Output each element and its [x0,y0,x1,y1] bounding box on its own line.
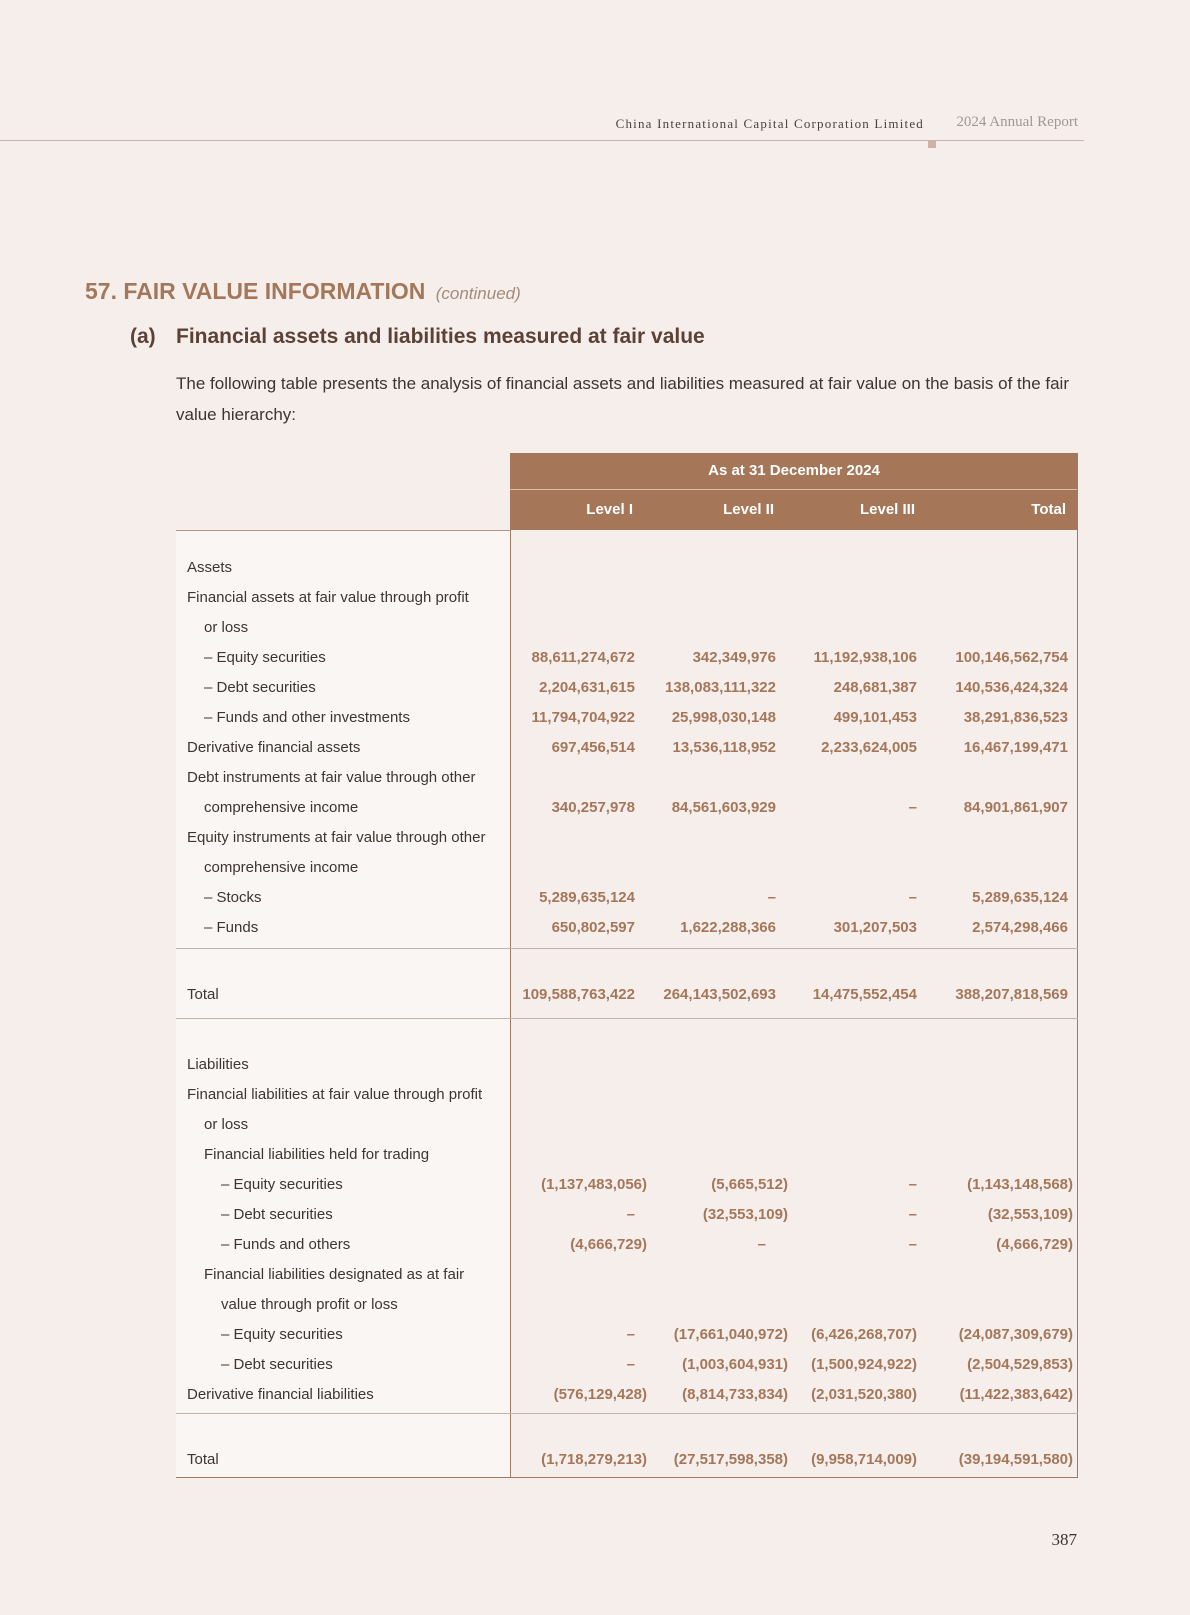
cell-level-2: 264,143,502,693 [663,986,776,1003]
row-label: Total [187,1451,219,1468]
intro-paragraph: The following table presents the analysis of financial assets and liabilities measured at fair value on the basis of the fair value hierarchy: [176,374,1069,424]
table-row [176,673,1078,703]
row-label: Derivative financial liabilities [187,1386,374,1403]
column-header-level-1: Level I [586,501,633,518]
cell-level-3: 499,101,453 [833,709,917,726]
cell-level-2: 1,622,288,366 [680,919,776,936]
cell-level-1: – [626,1326,635,1343]
table-row [176,1380,1078,1410]
row-label: – Funds and other investments [204,709,410,726]
row-label: Financial assets at fair value through profit [187,589,469,606]
cell-level-3: (2,031,520,380) [811,1386,917,1403]
cell-level-3: 11,192,938,106 [813,649,917,666]
table-row [176,1170,1078,1200]
cell-level-2: (5,665,512) [711,1176,788,1193]
cell-level-3: 301,207,503 [833,919,917,936]
row-label: Total [187,986,219,1003]
row-label: comprehensive income [204,799,359,816]
cell-level-1: (1,137,483,056) [541,1176,647,1193]
header-marker [928,140,936,148]
cell-total: 38,291,836,523 [963,709,1068,726]
table-row [176,853,1078,883]
row-label: – Equity securities [204,649,326,666]
row-label: – Funds and others [221,1236,351,1253]
table-row [176,1110,1078,1140]
header-rule [0,140,1084,141]
cell-level-1: (4,666,729) [570,1236,647,1253]
table-row [176,1230,1078,1260]
continued-label: (continued) [435,284,521,303]
cell-level-3: – [908,889,917,906]
table-row [176,643,1078,673]
cell-total: (4,666,729) [996,1236,1073,1253]
row-label: – Debt securities [221,1206,333,1223]
row-label: value through profit or loss [221,1296,398,1313]
row-label: Assets [187,559,233,576]
table-row [176,583,1078,613]
cell-level-1: – [626,1356,635,1373]
table-row [176,1350,1078,1380]
table-rule [176,1413,1078,1414]
row-label: – Stocks [204,889,262,906]
cell-level-2: 13,536,118,952 [672,739,776,756]
cell-total: 140,536,424,324 [955,679,1068,696]
table-row [176,733,1078,763]
row-label: or loss [204,619,249,636]
row-label: Liabilities [187,1056,249,1073]
period-header: As at 31 December 2024 [708,462,880,479]
table-row [176,793,1078,823]
cell-level-3: (6,426,268,707) [811,1326,917,1343]
section-title-text: 57. FAIR VALUE INFORMATION [85,278,426,304]
table-row [176,913,1078,943]
cell-level-2: – [767,889,776,906]
cell-level-2: 25,998,030,148 [671,709,776,726]
cell-level-3: – [908,799,917,816]
cell-level-1: 11,794,704,922 [531,709,635,726]
row-label: – Funds [204,919,259,936]
cell-level-3: (1,500,924,922) [811,1356,917,1373]
cell-level-3: 14,475,552,454 [812,986,917,1003]
cell-total: 5,289,635,124 [972,889,1068,906]
cell-total: (2,504,529,853) [967,1356,1073,1373]
table-row [176,703,1078,733]
table-row [176,823,1078,853]
subsection-title [130,325,705,349]
cell-level-1: – [626,1206,635,1223]
table-row [176,1140,1078,1170]
cell-level-1: 650,802,597 [551,919,635,936]
cell-level-3: 248,681,387 [833,679,917,696]
table-row [176,883,1078,913]
running-header [0,112,1084,142]
cell-level-2: 138,083,111,322 [665,679,776,696]
cell-level-1: 697,456,514 [551,739,635,756]
cell-level-2: (8,814,733,834) [682,1386,788,1403]
row-label: Financial liabilities held for trading [204,1146,430,1163]
cell-level-1: 340,257,978 [551,799,635,816]
table-row [176,613,1078,643]
cell-level-3: – [908,1206,917,1223]
cell-level-2: (1,003,604,931) [682,1356,788,1373]
table-row [176,1320,1078,1350]
row-label: – Debt securities [204,679,316,696]
table-row [176,980,1078,1010]
table-row [176,1080,1078,1110]
cell-level-2: – [757,1236,766,1253]
subsection-title-text: Financial assets and liabilities measured at fair value [176,325,705,348]
company-name: China International Capital Corporation Limited [615,116,924,131]
cell-level-1: 109,588,763,422 [522,986,635,1003]
row-label: Debt instruments at fair value through other [187,769,476,786]
cell-level-3: – [908,1176,917,1193]
row-label: or loss [204,1116,249,1133]
table-rule [176,1018,1078,1019]
row-label: comprehensive income [204,859,359,876]
cell-level-1: (1,718,279,213) [541,1451,647,1468]
table-rule [176,1477,1078,1478]
cell-level-2: (32,553,109) [702,1206,788,1223]
header-bottom-rule [176,530,510,531]
row-label: Equity instruments at fair value through other [187,829,486,846]
subsection-number: (a) [130,325,156,348]
cell-level-1: (576,129,428) [553,1386,647,1403]
table-row [176,763,1078,793]
cell-level-2: (17,661,040,972) [673,1326,788,1343]
cell-total: (39,194,591,580) [958,1451,1073,1468]
cell-level-2: 84,561,603,929 [671,799,776,816]
cell-level-1: 2,204,631,615 [539,679,635,696]
cell-level-1: 5,289,635,124 [539,889,635,906]
cell-total: (11,422,383,642) [959,1386,1073,1403]
table-header [510,453,1078,530]
table-row [176,1200,1078,1230]
cell-total: (24,087,309,679) [958,1326,1073,1343]
cell-total: (32,553,109) [987,1206,1073,1223]
column-header-level-3: Level III [859,501,915,518]
cell-level-3: (9,958,714,009) [811,1451,917,1468]
table-rule [176,948,1078,949]
cell-total: (1,143,148,568) [967,1176,1073,1193]
table-row [176,1445,1078,1475]
row-label: – Debt securities [221,1356,333,1373]
row-label: Financial liabilities at fair value through profit [187,1086,483,1103]
cell-total: 2,574,298,466 [972,919,1068,936]
row-label: Financial liabilities designated as at fair [204,1266,465,1283]
column-header-total: Total [1031,501,1066,518]
table-row [176,1260,1078,1290]
cell-total: 16,467,199,471 [963,739,1068,756]
row-label: Derivative financial assets [187,739,361,756]
cell-level-3: 2,233,624,005 [821,739,917,756]
cell-total: 84,901,861,907 [963,799,1068,816]
cell-total: 388,207,818,569 [955,986,1068,1003]
report-title: 2024 Annual Report [956,114,1078,130]
cell-total: 100,146,562,754 [955,649,1068,666]
cell-level-3: – [908,1236,917,1253]
cell-level-2: (27,517,598,358) [673,1451,788,1468]
section-title [85,278,521,305]
cell-level-2: 342,349,976 [692,649,776,666]
row-label: – Equity securities [221,1326,343,1343]
column-header-level-2: Level II [723,501,774,518]
page-number: 387 [1051,1530,1077,1549]
table-row [176,1050,1078,1080]
table-row [176,553,1078,583]
row-label: – Equity securities [221,1176,343,1193]
cell-level-1: 88,611,274,672 [531,649,635,666]
table-row [176,1290,1078,1320]
